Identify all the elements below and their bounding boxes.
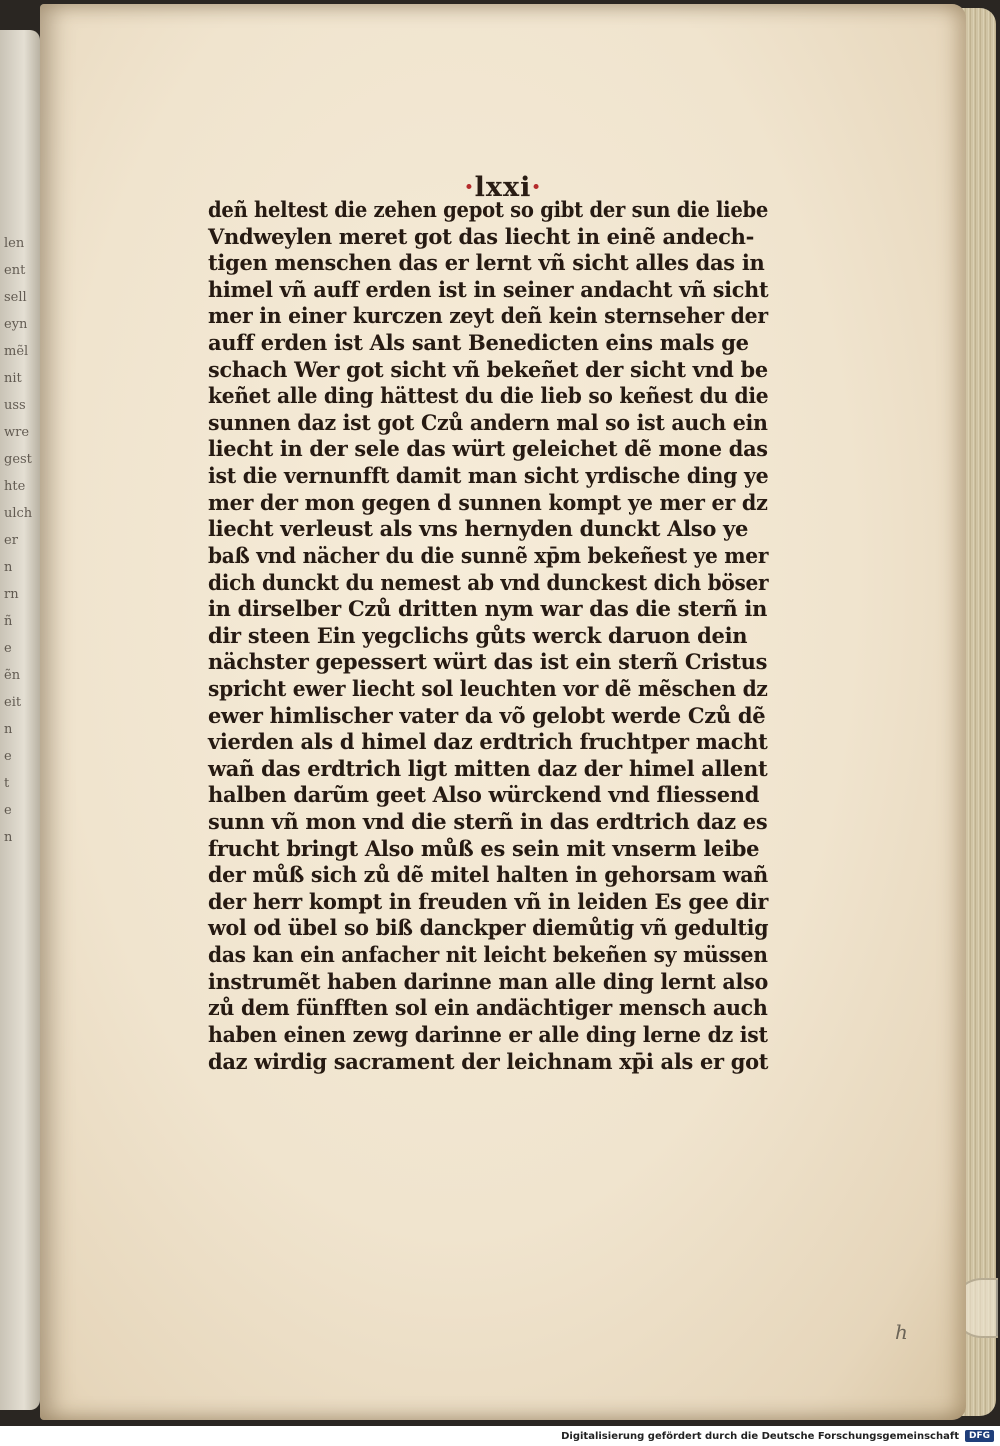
text-line: haben einen zewg darinne er alle ding lerne dz ist <box>208 1021 768 1047</box>
text-line: sunnen daz ist got Czů andern mal so ist auch ein <box>208 409 768 435</box>
text-line: spricht ewer liecht sol leuchten vor dẽ mẽschen dz <box>208 675 768 701</box>
text-line: nächster gepessert würt das ist ein sterñ Cristus <box>208 649 768 675</box>
dfg-logo: DFG <box>965 1430 994 1442</box>
text-line: Vndweylen meret got das liecht in einẽ andech- <box>208 223 755 249</box>
text-line: schach Wer got sicht vñ bekeñet der sicht vnd be <box>208 356 768 382</box>
manuscript-page <box>40 4 966 1420</box>
text-line: baß vnd nächer du die sunnẽ xp̄m bekeñest ye mer <box>208 542 769 568</box>
previous-page-fragments: len ent sell eyn mẽl nit uss wre gest hte ulch er n rn ñ e ẽn eit n e t e n <box>4 236 33 845</box>
text-line: ist die vernunfft damit man sicht yrdische ding ye <box>208 463 769 489</box>
folio-label: lxxi <box>474 172 532 203</box>
text-line: auff erden ist Als sant Benedicten eins mals ge <box>208 330 749 356</box>
text-line: daz wirdig sacrament der leichnam xp̄i als er got <box>208 1048 769 1074</box>
text-line: mer in einer kurczen zeyt deñ kein sternseher der <box>208 303 768 329</box>
text-line: der herr kompt in freuden vñ in leiden Es gee dir <box>208 888 769 914</box>
text-line: liecht in der sele das würt geleichet dẽ mone das <box>208 436 768 462</box>
text-line: wol od übel so biß danckper diemůtig vñ gedultig <box>208 915 769 941</box>
text-line: frucht bringt Also můß es sein mit vnserm leibe <box>208 835 760 861</box>
text-line: himel vñ auff erden ist in seiner andacht vñ sicht <box>208 276 769 302</box>
digitization-credit: Digitalisierung gefördert durch die Deutsche Forschungsgemeinschaft <box>561 1430 959 1442</box>
text-line: tigen menschen das er lernt vñ sicht alles das in <box>208 250 765 276</box>
book-fore-edge <box>962 8 996 1416</box>
text-line: sunn vñ mon vnd die sterñ in das erdtrich daz es <box>208 809 768 835</box>
text-line: liecht verleust als vns hernyden dunckt Also ye <box>208 516 749 542</box>
footer-bar <box>0 1426 1000 1446</box>
text-line: das kan ein anfacher nit leicht bekeñen sy müssen <box>208 942 768 968</box>
pencil-mark: h <box>895 1320 908 1344</box>
text-line: deñ heltest die zehen gepot so gibt der sun die liebe <box>208 197 769 222</box>
text-line: mer der mon gegen d sunnen kompt ye mer er dz <box>208 489 768 515</box>
text-line: zů dem fünfften sol ein andächtiger mensch auch <box>208 995 768 1021</box>
text-line: dir steen Ein yegclichs gůts werck daruon dein <box>208 622 748 648</box>
previous-page-edge <box>0 30 40 1410</box>
text-line: keñet alle ding hättest du die lieb so keñest du die <box>208 383 769 409</box>
text-line: instrumẽt haben darinne man alle ding lernt also <box>208 968 768 994</box>
text-line: wañ das erdtrich ligt mitten daz der himel allent <box>208 755 768 781</box>
text-block <box>208 197 768 1075</box>
text-line: in dirselber Czů dritten nym war das die sterñ in <box>208 596 768 622</box>
text-line: der můß sich zů dẽ mitel halten in gehorsam wañ <box>208 862 768 888</box>
text-line: dich dunckt du nemest ab vnd dunckest dich böser <box>208 569 769 595</box>
text-line: halben darũm geet Also würckend vnd fliessend <box>208 782 760 808</box>
text-line: vierden als d himel daz erdtrich fruchtper macht <box>208 729 768 755</box>
text-line: ewer himlischer vater da võ gelobt werde Czů dẽ <box>208 702 766 728</box>
folio-number: ·lxxi· <box>464 172 542 203</box>
